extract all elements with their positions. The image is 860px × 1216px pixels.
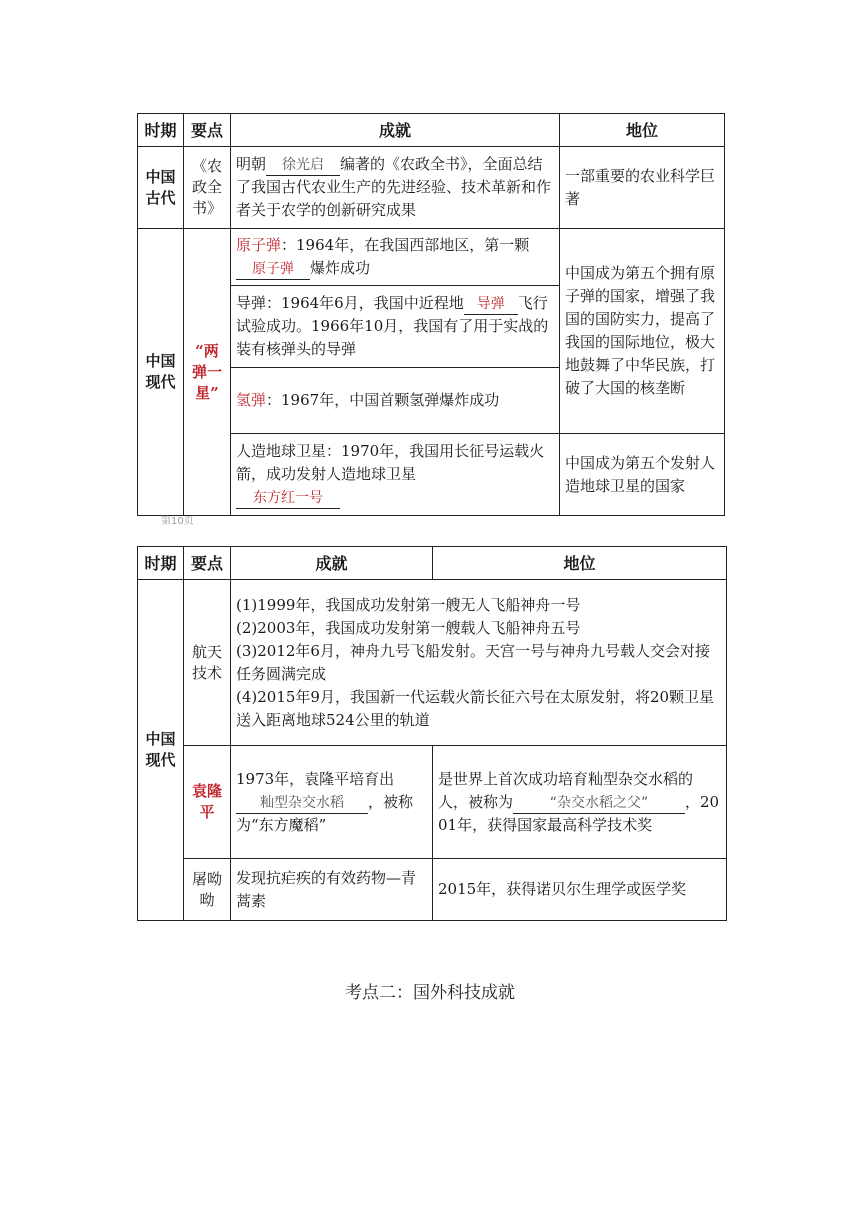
fill-blank-atomic-bomb: 原子弹	[236, 259, 310, 280]
text-segment: 人造地球卫星：1970年，我国用长征号运载火箭，成功发射人造地球卫星	[236, 442, 545, 483]
text-segment: 明朝	[236, 155, 267, 173]
key-point-tu-youyou: 屠呦呦	[184, 859, 231, 921]
period-modern: 中国现代	[138, 229, 184, 516]
achievement-yuan-longping	[231, 746, 433, 859]
status-satellite: 中国成为第五个发射人造地球卫星的国家	[560, 434, 725, 516]
text-segment: ，2001年，获得国家最高科学技术奖	[438, 792, 720, 834]
text-segment: 爆炸成功	[310, 259, 371, 277]
period-modern: 中国现代	[138, 580, 184, 921]
achievement-nongzheng	[231, 147, 560, 229]
key-point-two-bombs-one-star: “两弹一星”	[184, 229, 231, 516]
achievement-missile	[231, 286, 560, 368]
header-status: 地位	[560, 114, 725, 147]
text-segment: 导弹：1964年6月，我国中近程地	[236, 294, 464, 312]
achievement-tu-youyou: 发现抗疟疾的有效药物—青蒿素	[231, 859, 433, 921]
header-status: 地位	[433, 547, 727, 580]
header-achievement: 成就	[231, 547, 433, 580]
text-segment: ：1967年，中国首颗氢弹爆炸成功	[266, 391, 500, 409]
section-title: 考点二：国外科技成就	[345, 983, 515, 1003]
page-mark: 第10页	[161, 516, 194, 527]
table-ancient-modern-achievements	[137, 113, 725, 516]
status-tu-youyou: 2015年，获得诺贝尔生理学或医学奖	[433, 859, 727, 921]
period-ancient: 中国古代	[138, 147, 184, 229]
status-yuan-longping	[433, 746, 727, 859]
header-key-point: 要点	[184, 547, 231, 580]
fill-blank-father-of-hybrid-rice: “杂交水稻之父”	[513, 793, 685, 814]
achievement-satellite	[231, 434, 560, 516]
header-key-point: 要点	[184, 114, 231, 147]
key-point-nongzheng: 《农政全书》	[184, 147, 231, 229]
status-nongzheng: 一部重要的农业科学巨著	[560, 147, 725, 229]
achievement-atomic-bomb	[231, 229, 560, 286]
header-achievement: 成就	[231, 114, 560, 147]
text-segment: 飞行试验成功。1966年10月，我国有了用于实战的装有核弹头的导弹	[236, 294, 549, 358]
achievement-space-tech	[231, 580, 727, 746]
text-segment: 编著的《农政全书》，全面总结了我国古代农业生产的先进经验、技术革新和作者关于农学的创新研究成果	[236, 155, 552, 219]
key-point-space-tech: 航天技术	[184, 580, 231, 746]
achievement-hydrogen-bomb	[231, 368, 560, 434]
list-item: (2)2003年，我国成功发射第一艘载人飞船神舟五号	[236, 618, 581, 637]
text-segment: ，被称为“东方魔稻”	[236, 792, 414, 834]
list-item: (4)2015年9月，我国新一代运载火箭长征六号在太原发射，将20颗卫星送入距离地球524公里的轨道	[236, 687, 715, 729]
list-item: (3)2012年6月，神舟九号飞船发射。天宫一号与神舟九号载人交会对接任务圆满完成	[236, 641, 710, 683]
fill-blank-missile: 导弹	[464, 294, 518, 315]
label-atomic-bomb: 原子弹	[236, 236, 282, 254]
table-modern-achievements	[137, 546, 727, 921]
fill-blank-dongfanghong: 东方红一号	[236, 488, 340, 509]
list-item: (1)1999年，我国成功发射第一艘无人飞船神舟一号	[236, 595, 581, 614]
text-segment: 是世界上首次成功培育籼型杂交水稻的人，被称为	[438, 769, 694, 811]
status-two-bombs: 中国成为第五个拥有原子弹的国家，增强了我国的国防实力，提高了我国的国际地位，极大地鼓舞了中华民族，打破了大国的核垄断	[560, 229, 725, 434]
text-segment: 1973年，袁隆平培育出	[236, 769, 395, 788]
fill-blank-xu-guangqi: 徐光启	[266, 155, 340, 176]
text-segment: ：1964年，在我国西部地区，第一颗	[281, 236, 530, 254]
key-point-yuan-longping: 袁隆平	[184, 746, 231, 859]
header-period: 时期	[138, 547, 184, 580]
fill-blank-hybrid-rice: 籼型杂交水稻	[236, 793, 368, 814]
label-hydrogen-bomb: 氢弹	[236, 391, 267, 409]
header-period: 时期	[138, 114, 184, 147]
